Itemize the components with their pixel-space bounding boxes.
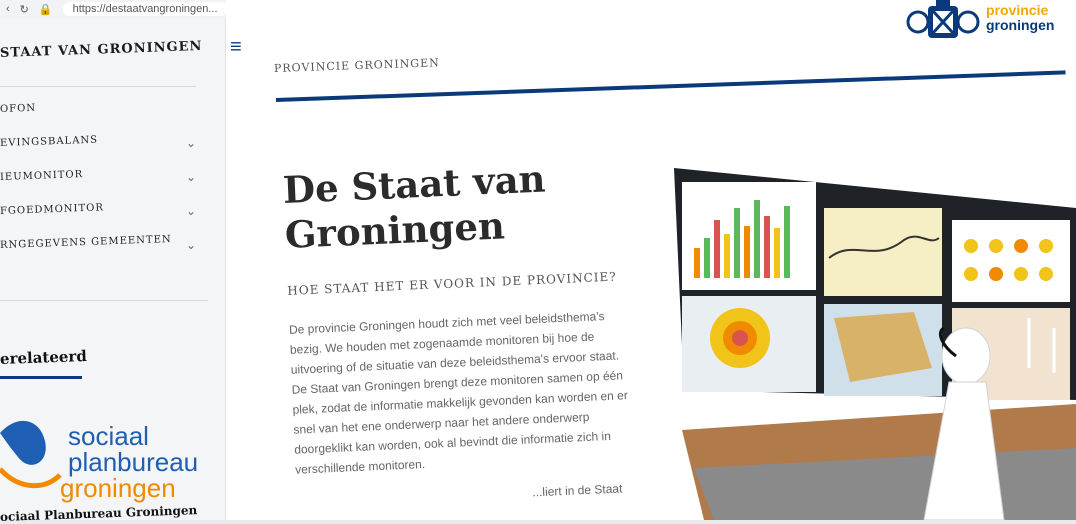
chevron-down-icon[interactable]: ⌄ [185, 170, 197, 184]
chevron-down-icon[interactable]: ⌄ [185, 204, 197, 218]
partner-caption[interactable]: ociaal Planbureau Groningen [0, 503, 198, 524]
chevron-down-icon[interactable]: ⌄ [185, 238, 197, 252]
sidebar-nav [0, 104, 215, 274]
page-title-line2: Groningen [283, 203, 506, 258]
address-bar[interactable]: https://destaatvangroningen... [63, 2, 228, 16]
sidebar-item-kerngegevens-gemeenten[interactable] [0, 234, 215, 274]
partner-logo-line1: sociaal [68, 421, 149, 451]
partner-logo-line3: groningen [60, 473, 176, 503]
sociaal-planbureau-logo[interactable] [0, 413, 215, 508]
logo-text-provincie: provincie [986, 2, 1049, 18]
sidebar-divider [0, 86, 196, 87]
logo-text-groningen: groningen [986, 17, 1055, 33]
sidebar-item-label: OFON [0, 102, 37, 115]
breadcrumb[interactable]: PROVINCIE GRONINGEN [273, 56, 440, 75]
sidebar-item-label: FGOEDMONITOR [0, 202, 105, 217]
sidebar-item-omgevingsbalans[interactable] [0, 134, 215, 172]
monitor-wall-illustration [674, 168, 1076, 520]
coat-of-arms-icon [906, 0, 982, 42]
sidebar-item-milieumonitor[interactable] [0, 169, 215, 206]
sidebar-divider [0, 300, 208, 301]
sidebar-title[interactable]: STAAT VAN GRONINGEN [0, 38, 203, 61]
intro-paragraph-continued: ...liert in de Staat [532, 481, 623, 500]
chevron-down-icon[interactable]: ⌄ [185, 136, 197, 150]
provincie-groningen-logo[interactable] [906, 0, 1066, 44]
back-icon[interactable]: ‹ [6, 3, 10, 15]
sidebar-item-label: IEUMONITOR [0, 169, 84, 183]
related-underline [0, 376, 82, 379]
intro-paragraph: De provincie Groningen houdt zich met veel beleidsthema's bezig. We houden met zogenaamde monitoren bij hoe de uitvoering of de situatie van deze beleidsthema's ervoor staat. De Staat van Groningen brengt deze monitoren samen op één plek, zodat de informatie makkelijk gevonden kan worden en er snel van het ene onderwerp naar het andere onderwerp doorgeklikt kan worden, ook al bevindt die informatie zich in verschillende monitoren. [288, 309, 629, 477]
sidebar-item-label: RNGEGEVENS GEMEENTEN [0, 234, 172, 251]
page-title-line1: De Staat van [282, 156, 547, 212]
related-heading: erelateerd [0, 346, 88, 368]
page-subtitle: HOE STAAT HET ER VOOR IN DE PROVINCIE? [287, 269, 617, 299]
main-content [226, 0, 1076, 520]
reload-icon[interactable]: ↻ [19, 3, 29, 16]
header-rule [276, 70, 1066, 102]
sidebar-item-ofon[interactable] [0, 104, 215, 138]
menu-icon[interactable]: ≡ [230, 36, 242, 58]
partner-logo-line2: planbureau [68, 447, 199, 477]
page-title [282, 152, 656, 258]
intro-section [282, 152, 667, 510]
sidebar-item-label: EVINGSBALANS [0, 134, 99, 149]
sidebar-item-erfgoedmonitor[interactable] [0, 202, 215, 240]
sidebar [0, 18, 226, 524]
lock-icon: 🔒 [38, 3, 53, 16]
